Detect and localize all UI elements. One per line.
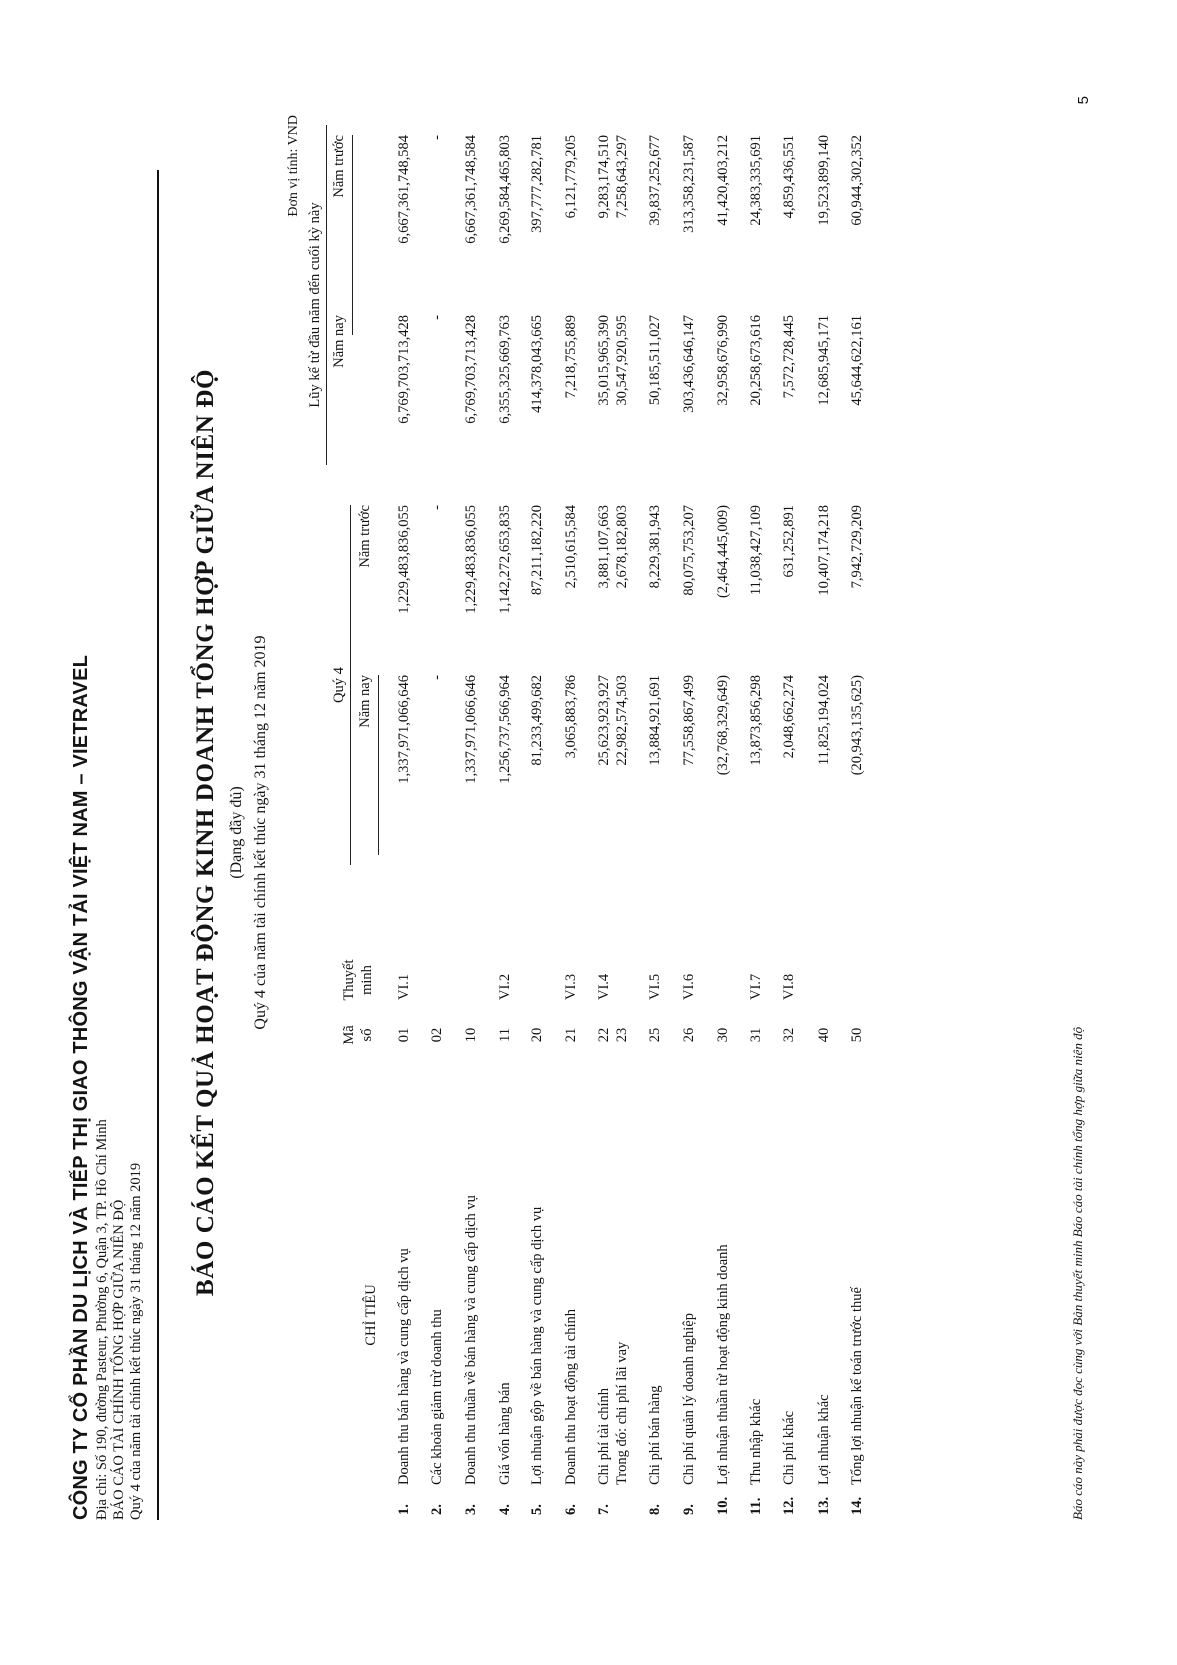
row-label	[848, 1115, 866, 1515]
column-header-q4-this-year: Năm nay	[357, 675, 373, 728]
column-header-q4-last-year: Năm trước	[357, 505, 373, 568]
ytd-this-year-value: -	[429, 315, 445, 320]
ytd-this-year-value: 6,355,325,669,763	[497, 315, 513, 424]
row-label-text: Chi phí bán hàng	[647, 1385, 663, 1485]
row-note: VI.4	[596, 973, 612, 1000]
row-code: 50	[849, 1027, 865, 1043]
q4-this-year-value: 1,256,737,566,964	[497, 675, 513, 784]
row-code: 20	[529, 1027, 545, 1043]
row-label-text: Chi phí tài chính	[596, 1387, 612, 1485]
ytd-this-year-value: 20,258,673,616	[748, 315, 764, 406]
row-code: 02	[429, 1027, 445, 1043]
row-label-text: Giá vốn hàng bán	[497, 1382, 513, 1485]
q4-last-year-value: 2,510,615,584	[563, 505, 579, 589]
row-note: VI.8	[781, 973, 797, 1000]
ytd-this-year-value: 414,378,043,665	[529, 315, 545, 413]
column-header-note-1: Thuyết	[341, 959, 357, 1001]
row-label	[780, 1115, 798, 1515]
ytd-this-year-value: 32,958,676,990	[715, 315, 731, 406]
q4-this-year-value: 3,065,883,786	[563, 675, 579, 759]
ytd-last-year-value: 313,358,231,587	[681, 135, 697, 233]
ytd-this-year-value: 30,547,920,595	[614, 315, 630, 406]
row-label	[428, 1115, 446, 1515]
row-label	[714, 1115, 732, 1515]
row-number: 6.	[563, 1504, 579, 1515]
ytd-group-rule	[326, 125, 327, 465]
row-code: 11	[497, 1028, 513, 1042]
quarter-group-rule	[350, 505, 351, 865]
q4-this-year-value: 13,884,921,691	[647, 675, 663, 766]
column-header-ytd-this-year: Năm nay	[331, 315, 347, 368]
ytd-this-year-value: 45,644,622,161	[849, 315, 865, 406]
row-label-text: Doanh thu bán hàng và cung cấp dịch vụ	[396, 1248, 412, 1485]
row-code: 10	[463, 1027, 479, 1043]
q4-last-year-value: 631,252,891	[781, 505, 797, 578]
q4-this-year-value: 81,233,499,682	[529, 675, 545, 766]
row-number: 8.	[647, 1504, 663, 1515]
row-number: 1.	[396, 1504, 412, 1515]
row-note: VI.1	[396, 973, 412, 1000]
row-code: 25	[647, 1027, 663, 1043]
q4-last-year-value: 1,229,483,836,055	[396, 505, 412, 614]
row-label	[747, 1115, 765, 1515]
ytd-last-year-value: 19,523,899,140	[816, 135, 832, 226]
row-label-text: Thu nhập khác	[748, 1398, 764, 1485]
company-address: Địa chỉ: Số 190, đường Pasteur, Phường 6, Quận 3, TP. Hồ Chí Minh	[94, 1119, 110, 1520]
row-number: 9.	[681, 1504, 697, 1515]
q4-last-year-value: 7,942,729,209	[849, 505, 865, 589]
q4-last-year-value: 8,229,381,943	[647, 505, 663, 589]
row-note: VI.7	[748, 973, 764, 1000]
row-code: 23	[614, 1027, 630, 1043]
q4-last-year-value: 1,142,272,653,835	[497, 505, 513, 614]
row-label-text: Lợi nhuận gộp về bán hàng và cung cấp dịch vụ	[529, 1206, 545, 1485]
row-number: 5.	[529, 1504, 545, 1515]
column-header-ytd-last-year: Năm trước	[331, 135, 347, 198]
q4-last-year-value: 80,075,753,207	[681, 505, 697, 596]
row-number: 2.	[429, 1504, 445, 1515]
q4-last-year-value: 2,678,182,803	[614, 505, 630, 589]
q4-this-year-value: 22,982,574,503	[614, 675, 630, 766]
ytd-this-year-value: 50,185,511,027	[647, 315, 663, 406]
ytd-this-year-value: 6,769,703,713,428	[463, 315, 479, 424]
ytd-last-year-value: 39,837,252,677	[647, 135, 663, 226]
q4-this-year-value: 77,558,867,499	[681, 675, 697, 766]
row-number: 7.	[596, 1504, 612, 1515]
q4-last-year-value: 10,407,174,218	[816, 505, 832, 596]
row-code: 01	[396, 1027, 412, 1043]
q4-this-year-rule	[378, 675, 379, 855]
row-number: 11.	[748, 1497, 764, 1515]
row-label	[680, 1115, 698, 1515]
ytd-this-year-value: 12,685,945,171	[816, 315, 832, 406]
column-header-code-2: số	[359, 1028, 375, 1042]
q4-this-year-value: (32,768,329,649)	[715, 675, 731, 776]
row-number: 4.	[497, 1504, 513, 1515]
footer-note: Báo cáo này phải được đọc cùng với Bản thuyết minh Báo cáo tài chính tổng hợp giữa niên độ	[1070, 1026, 1085, 1520]
column-header-code-1: Mã	[341, 1025, 357, 1045]
currency-unit: Đơn vị tính: VND	[286, 115, 301, 217]
row-label	[613, 1115, 631, 1515]
ytd-this-year-value: 7,218,755,889	[563, 315, 579, 399]
row-label	[496, 1115, 514, 1515]
report-subtitle: (Dạng đầy đủ)	[228, 786, 245, 879]
report-type: BÁO CÁO TÀI CHÍNH TỔNG HỢP GIỮA NIÊN ĐỘ	[111, 1199, 127, 1520]
report-period-header: Quý 4 của năm tài chính kết thúc ngày 31 tháng 12 năm 2019	[128, 1162, 144, 1520]
row-note: VI.3	[563, 973, 579, 1000]
column-group-ytd: Lũy kế từ đầu năm đến cuối kỳ này	[307, 202, 323, 408]
q4-last-year-value: 3,881,107,663	[596, 505, 612, 589]
q4-this-year-value: 1,337,971,066,646	[463, 675, 479, 784]
row-note: VI.2	[497, 973, 513, 1000]
row-number: 13.	[816, 1496, 832, 1515]
row-label-text: Chi phí quản lý doanh nghiệp	[681, 1313, 697, 1485]
ytd-last-year-value: 6,667,361,748,584	[463, 135, 479, 244]
q4-this-year-value: 2,048,662,274	[781, 675, 797, 759]
row-code: 32	[781, 1027, 797, 1043]
ytd-this-year-rule	[352, 135, 353, 335]
row-label	[815, 1115, 833, 1515]
row-label-text: Tổng lợi nhuận kế toán trước thuế	[849, 1287, 865, 1485]
q4-last-year-value: 87,211,182,220	[529, 505, 545, 596]
row-label-text: Trong đó: chi phí lãi vay	[614, 1341, 630, 1485]
row-note: VI.5	[647, 973, 663, 1000]
row-label-text: Chi phí khác	[781, 1410, 797, 1485]
row-label-text: Lợi nhuận khác	[816, 1394, 832, 1485]
report-period: Quý 4 của năm tài chính kết thúc ngày 31 tháng 12 năm 2019	[252, 635, 269, 1030]
q4-this-year-value: 11,825,194,024	[816, 675, 832, 766]
report-title: BÁO CÁO KẾT QUẢ HOẠT ĐỘNG KINH DOANH TỔNG HỢP GIỮA NIÊN ĐỘ	[192, 368, 219, 1297]
q4-last-year-value: 1,229,483,836,055	[463, 505, 479, 614]
row-code: 30	[715, 1027, 731, 1043]
row-label-text: Lợi nhuận thuần từ hoạt động kinh doanh	[715, 1244, 731, 1485]
ytd-last-year-value: 9,283,174,510	[596, 135, 612, 219]
row-label-text: Các khoản giảm trừ doanh thu	[429, 1309, 445, 1485]
ytd-this-year-value: 7,572,728,445	[781, 315, 797, 399]
ytd-last-year-value: 4,859,436,551	[781, 135, 797, 219]
row-label	[528, 1115, 546, 1515]
ytd-this-year-value: 6,769,703,713,428	[396, 315, 412, 424]
row-note: VI.6	[681, 973, 697, 1000]
row-number: 3.	[463, 1504, 479, 1515]
page-number: 5	[1075, 96, 1092, 105]
row-label	[562, 1115, 580, 1515]
q4-last-year-value: -	[429, 505, 445, 510]
row-label-text: Doanh thu thuần về bán hàng và cung cấp dịch vụ	[463, 1195, 479, 1485]
row-label	[395, 1115, 413, 1515]
row-code: 40	[816, 1027, 832, 1043]
row-number: 12.	[781, 1496, 797, 1515]
ytd-this-year-value: 35,015,965,390	[596, 315, 612, 406]
q4-this-year-value: 1,337,971,066,646	[396, 675, 412, 784]
row-code: 22	[596, 1027, 612, 1043]
ytd-last-year-value: 41,420,403,212	[715, 135, 731, 226]
ytd-last-year-value: 6,269,584,465,803	[497, 135, 513, 244]
ytd-last-year-value: 6,667,361,748,584	[396, 135, 412, 244]
row-label-text: Doanh thu hoạt động tài chính	[563, 1309, 579, 1485]
ytd-this-year-value: 303,436,646,147	[681, 315, 697, 413]
document-header	[68, 520, 145, 1520]
row-label	[595, 1115, 613, 1515]
q4-this-year-value: (20,943,135,625)	[849, 675, 865, 776]
ytd-last-year-value: 7,258,643,297	[614, 135, 630, 219]
row-number: 14.	[849, 1496, 865, 1515]
row-code: 31	[748, 1027, 764, 1043]
row-label	[462, 1115, 480, 1515]
ytd-last-year-value: -	[429, 135, 445, 140]
q4-this-year-value: 13,873,856,298	[748, 675, 764, 766]
q4-last-year-value: 11,038,427,109	[748, 505, 764, 596]
row-code: 26	[681, 1027, 697, 1043]
row-code: 21	[563, 1027, 579, 1043]
q4-this-year-value: 25,623,923,927	[596, 675, 612, 766]
row-number: 10.	[715, 1496, 731, 1515]
column-header-indicator: CHỈ TIÊU	[363, 1284, 379, 1346]
ytd-last-year-value: 24,383,335,691	[748, 135, 764, 226]
ytd-last-year-value: 397,777,282,781	[529, 135, 545, 233]
ytd-last-year-value: 60,944,302,352	[849, 135, 865, 226]
header-divider	[157, 170, 159, 1520]
q4-this-year-value: -	[429, 675, 445, 680]
column-header-note-2: minh	[359, 965, 375, 995]
ytd-last-year-value: 6,121,779,205	[563, 135, 579, 219]
column-group-quarter: Quý 4	[331, 667, 347, 703]
company-name: CÔNG TY CỔ PHẦN DU LỊCH VÀ TIẾP THỊ GIAO THÔNG VẬN TẢI VIỆT NAM – VIETRAVEL	[70, 654, 92, 1520]
q4-last-year-value: (2,464,445,009)	[715, 505, 731, 599]
row-label	[646, 1115, 664, 1515]
